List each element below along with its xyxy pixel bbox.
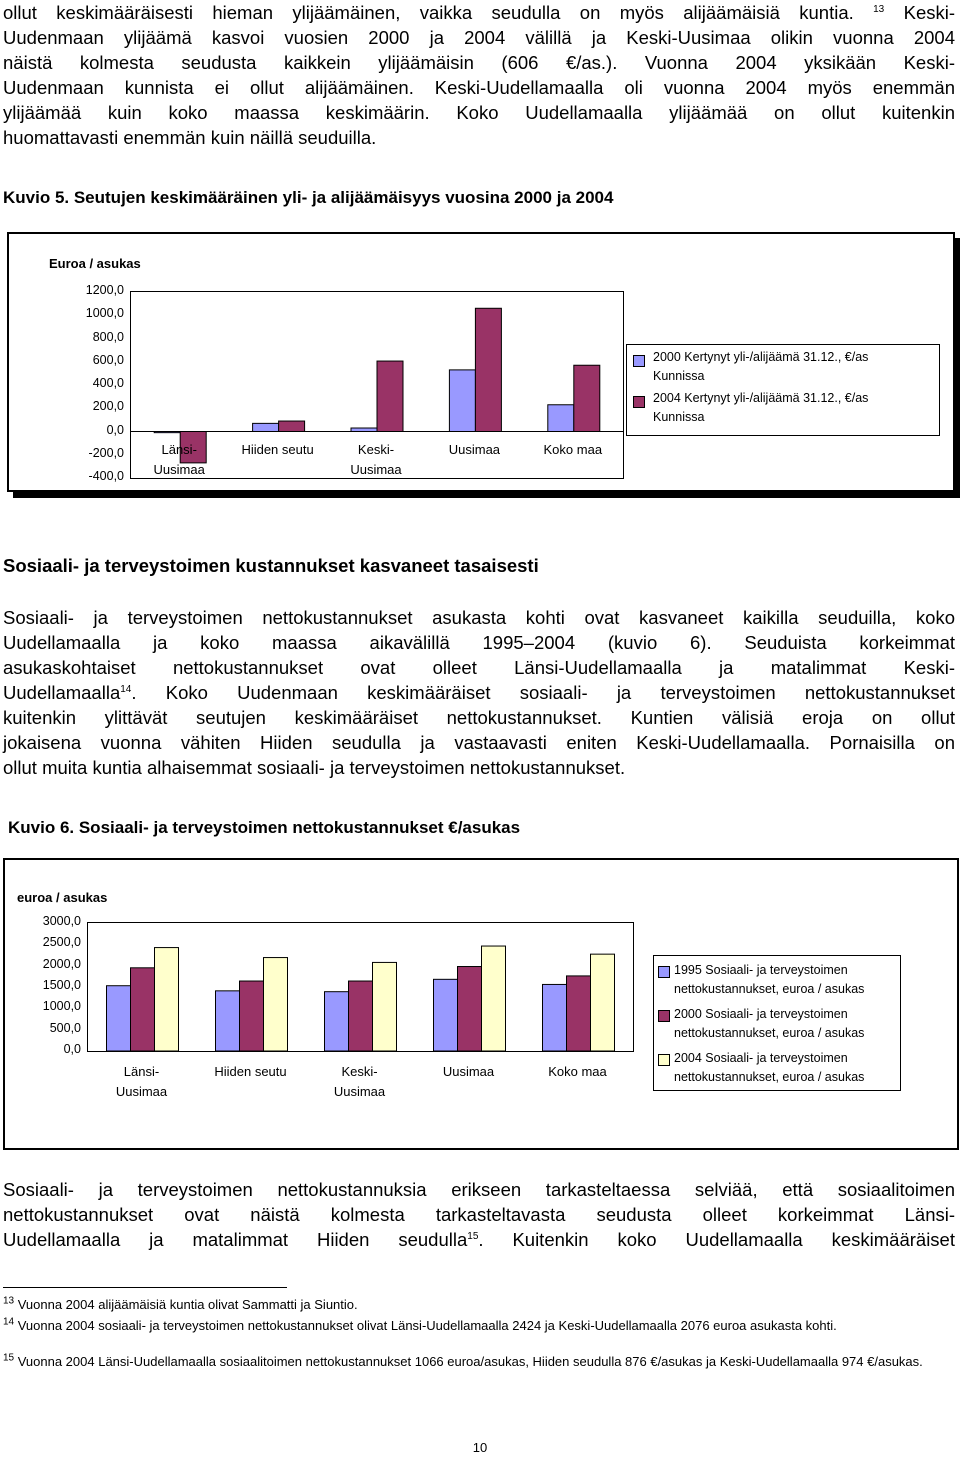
chart-5-category-4: [524, 440, 622, 460]
chart-5-category-2-line-0: Keski-: [357, 442, 395, 457]
chart-5-bar-s1-c2: [377, 361, 403, 431]
chart-5-category-4-line-0: Koko maa: [543, 442, 603, 457]
chart-6-bar-s0-c0: [107, 986, 131, 1051]
chart-5-ytick-5: 200,0: [92, 399, 124, 414]
chart-5-category-3-line-0: Uusimaa: [448, 442, 501, 457]
legend-swatch-2004: [633, 396, 645, 408]
chart-6-bar-s2-c2: [373, 962, 397, 1051]
section-heading: Sosiaali- ja terveystoimen kustannukset kasvaneet tasaisesti: [3, 555, 539, 576]
chart-6-bar-s1-c1: [240, 981, 264, 1051]
chart-6-category-4-line-0: Koko maa: [548, 1064, 607, 1079]
chart-5-ytick-4: 400,0: [92, 376, 124, 390]
legend-label-1995: 1995 Sosiaali- ja terveystoimen nettokustannukset, euroa / asukas: [674, 963, 865, 996]
figure-5-caption: Kuvio 5. Seutujen keskimääräinen yli- ja alijäämäisyys vuosina 2000 ja 2004: [3, 188, 614, 207]
chart-5-ytick-3: 600,0: [92, 352, 124, 367]
chart-6-bars: [88, 923, 633, 1051]
chart-6-category-2-line-1: Uusimaa: [333, 1084, 386, 1099]
chart-6-bar-s2-c4: [591, 954, 615, 1051]
para-top-line-3: näistä kolmesta seudusta kaikkein ylijäämäisin (606 €/as.). Vuonna 2004 yksikään Keski-: [3, 52, 955, 73]
chart-5-unit-label: Euroa / asukas: [49, 256, 141, 271]
chart-5-ytick-8: -400,0: [88, 469, 124, 483]
chart-6-ytick-6: 0,0: [63, 1041, 81, 1056]
footnote-14: $^{14}$ Vuonna 2004 sosiaali- ja terveystoimen nettokustannukset olivat Länsi-Uudellamaalla 2424 ja Keski-Uudellamaalla 2076 euroa asukasta kohti.: [3, 1316, 837, 1333]
chart-6-bar-s2-c1: [264, 958, 288, 1051]
chart-6-category-0-line-1: Uusimaa: [115, 1084, 168, 1099]
chart-5-legend: [626, 344, 940, 436]
chart-6-ytick-4: 1000,0: [42, 999, 81, 1014]
chart-6-ytick-1: 2500,0: [42, 935, 81, 950]
chart-6-category-1: [196, 1062, 305, 1082]
figure-6-caption: Kuvio 6. Sosiaali- ja terveystoimen nettokustannukset €/asukas: [8, 818, 521, 837]
chart-5-bar-s0-c3: [449, 370, 475, 432]
chart-5-ytick-6: 0,0: [106, 422, 124, 437]
section-para-line-3: asukaskohtaiset nettokustannukset ovat olleet Länsi-Uudellamaalla ja matalimmat Keski-: [3, 657, 955, 678]
chart-5-bar-s0-c1: [253, 423, 279, 431]
footnote-ref-15: 15: [467, 1230, 479, 1242]
chart-5-category-2: [327, 440, 425, 480]
section-para-line-5: kuitenkin ylittävät seutujen keskimääräiset nettokustannukset. Kuntien välisiä eroja on ollut: [3, 707, 955, 728]
chart-6-ytick-2: 2000,0: [42, 956, 81, 971]
legend-swatch-1995: [658, 966, 670, 978]
footnote-ref-14: 14: [120, 683, 132, 695]
chart-6-category-0-line-0: Länsi-: [123, 1064, 160, 1079]
chart-6-category-3-line-0: Uusimaa: [442, 1064, 495, 1079]
para-top-line-6: huomattavasti enemmän kuin näillä seuduilla.: [3, 127, 377, 148]
chart-5-bar-s1-c3: [475, 308, 501, 431]
section-para-line-2: Uudellamaalla ja koko maassa aikavälillä 1995–2004 (kuvio 6). Seuduista korkeimmat: [3, 632, 955, 653]
para-top-line-5: ylijäämää kuin koko maassa keskimäärin. Koko Uudellamaalla ylijäämää on ollut kuitenkin: [3, 102, 955, 123]
chart-5-category-3: [425, 440, 523, 460]
section-para-line-4: Uudellamaalla$^{14}$. Koko Uudenmaan keskimääräiset sosiaali- ja terveystoimen nettokustannukset: [3, 682, 955, 703]
chart-5-ytick-1: 1000,0: [85, 306, 124, 321]
chart-6-category-2-line-0: Keski-: [341, 1064, 378, 1079]
chart-5-category-0-line-0: Länsi-: [161, 442, 197, 457]
para-top-line-1: ollut keskimääräisesti hieman ylijäämäinen, vaikka seudulla on myös alijäämäisiä kuntia. $^{13}$ Keski-: [3, 2, 955, 23]
chart-5-category-0: [130, 440, 228, 480]
footnote-15: $^{15}$ Vuonna 2004 Länsi-Uudellamaalla sosiaalitoimen nettokustannukset 1066 euroa/asukas, Hiiden seudulla 876 €/asukas ja Keski-Uudellamaalla 974 €/asukas.: [3, 1352, 923, 1369]
legend-swatch-2000-costs: [658, 1010, 670, 1022]
chart-6-bar-s1-c3: [458, 967, 482, 1051]
chart-5-bar-s0-c0: [154, 432, 180, 433]
chart-6-bar-s0-c4: [543, 984, 567, 1051]
chart-5-bar-s1-c4: [574, 365, 600, 431]
chart-6-category-0: [87, 1062, 196, 1102]
chart-6-legend: [653, 955, 901, 1091]
chart-6-category-1-line-0: Hiiden seutu: [214, 1064, 287, 1079]
chart-6-bar-s1-c0: [131, 968, 155, 1051]
chart-6-unit-label: euroa / asukas: [17, 890, 108, 905]
chart-6-bar-s0-c1: [216, 991, 240, 1051]
legend-label-2004-costs: 2004 Sosiaali- ja terveystoimen nettokustannukset, euroa / asukas: [674, 1051, 865, 1084]
para-top-line-4: Uudenmaan kunnista ei ollut alijäämäinen. Keski-Uudellamaalla oli vuonna 2004 myös enemmän: [3, 77, 955, 98]
chart-5-ytick-0: 1200,0: [85, 283, 124, 297]
chart-5-ytick-2: 800,0: [92, 329, 124, 344]
chart-6-ytick-5: 500,0: [49, 1020, 81, 1035]
footnote-separator: [3, 1287, 287, 1288]
chart-6-bar-s1-c2: [349, 981, 373, 1051]
section-para-line-7: ollut muita kuntia alhaisemmat sosiaali- ja terveystoimen nettokustannukset.: [3, 757, 626, 778]
legend-swatch-2000: [633, 355, 645, 367]
section-para-line-1: Sosiaali- ja terveystoimen nettokustannukset asukasta kohti ovat kasvaneet kaikilla seuduilla, koko: [3, 607, 955, 628]
bottom-para-line-2: nettokustannukset ovat näistä kolmesta tarkasteltavasta seudusta olleet korkeimmat Länsi-: [3, 1204, 955, 1225]
chart-6-plot-area: [87, 922, 634, 1052]
chart-5-category-1: [228, 440, 326, 460]
chart-6-frame: [3, 858, 959, 1150]
chart-5-category-2-line-1: Uusimaa: [350, 462, 402, 477]
chart-5-bar-s1-c1: [279, 421, 305, 431]
chart-6-category-2: [305, 1062, 414, 1102]
chart-6-bar-s0-c3: [434, 979, 458, 1051]
footnote-ref-13: 13: [873, 3, 885, 15]
legend-label-2004: 2004 Kertynyt yli-/alijäämä 31.12., €/as Kunnissa: [653, 391, 869, 424]
chart-5-bar-s0-c2: [351, 428, 377, 431]
para-top-line-2: Uudenmaan ylijäämä kasvoi vuosien 2000 ja 2004 välillä ja Keski-Uusimaa olikin vuonna 2004: [3, 27, 955, 48]
bottom-para-line-3: Uudellamaalla ja matalimmat Hiiden seudulla$^{15}$. Kuitenkin koko Uudellamaalla keskimääräiset: [3, 1229, 955, 1250]
chart-6-category-3: [414, 1062, 523, 1082]
footnote-13: $^{13}$ Vuonna 2004 alijäämäisiä kuntia olivat Sammatti ja Siuntio.: [3, 1295, 358, 1312]
legend-label-2000: 2000 Kertynyt yli-/alijäämä 31.12., €/as Kunnissa: [653, 350, 869, 383]
chart-5-category-0-line-1: Uusimaa: [153, 462, 205, 477]
chart-6-bar-s0-c2: [325, 992, 349, 1051]
page-number: 10: [472, 1440, 488, 1455]
chart-6-bar-s1-c4: [567, 976, 591, 1051]
legend-label-2000-costs: 2000 Sosiaali- ja terveystoimen nettokustannukset, euroa / asukas: [674, 1007, 865, 1040]
chart-6-ytick-3: 1500,0: [42, 977, 81, 992]
chart-5-ytick-7: -200,0: [88, 445, 124, 460]
chart-5-frame: [7, 232, 955, 492]
chart-5-category-1-line-0: Hiiden seutu: [241, 442, 314, 457]
chart-6-bar-s2-c3: [482, 946, 506, 1051]
chart-6-bar-s2-c0: [155, 948, 179, 1051]
chart-5-bar-s0-c4: [548, 405, 574, 432]
chart-6-ytick-0: 3000,0: [42, 914, 81, 928]
section-para-line-6: jokaisena vuonna vähiten Hiiden seudulla ja vastaavasti eniten Keski-Uudellamaalla. Pornaisilla on: [3, 732, 955, 753]
bottom-para-line-1: Sosiaali- ja terveystoimen nettokustannuksia erikseen tarkasteltaessa selviää, että sosiaalitoimen: [3, 1179, 955, 1200]
chart-6-category-4: [523, 1062, 632, 1082]
legend-swatch-2004-costs: [658, 1054, 670, 1066]
